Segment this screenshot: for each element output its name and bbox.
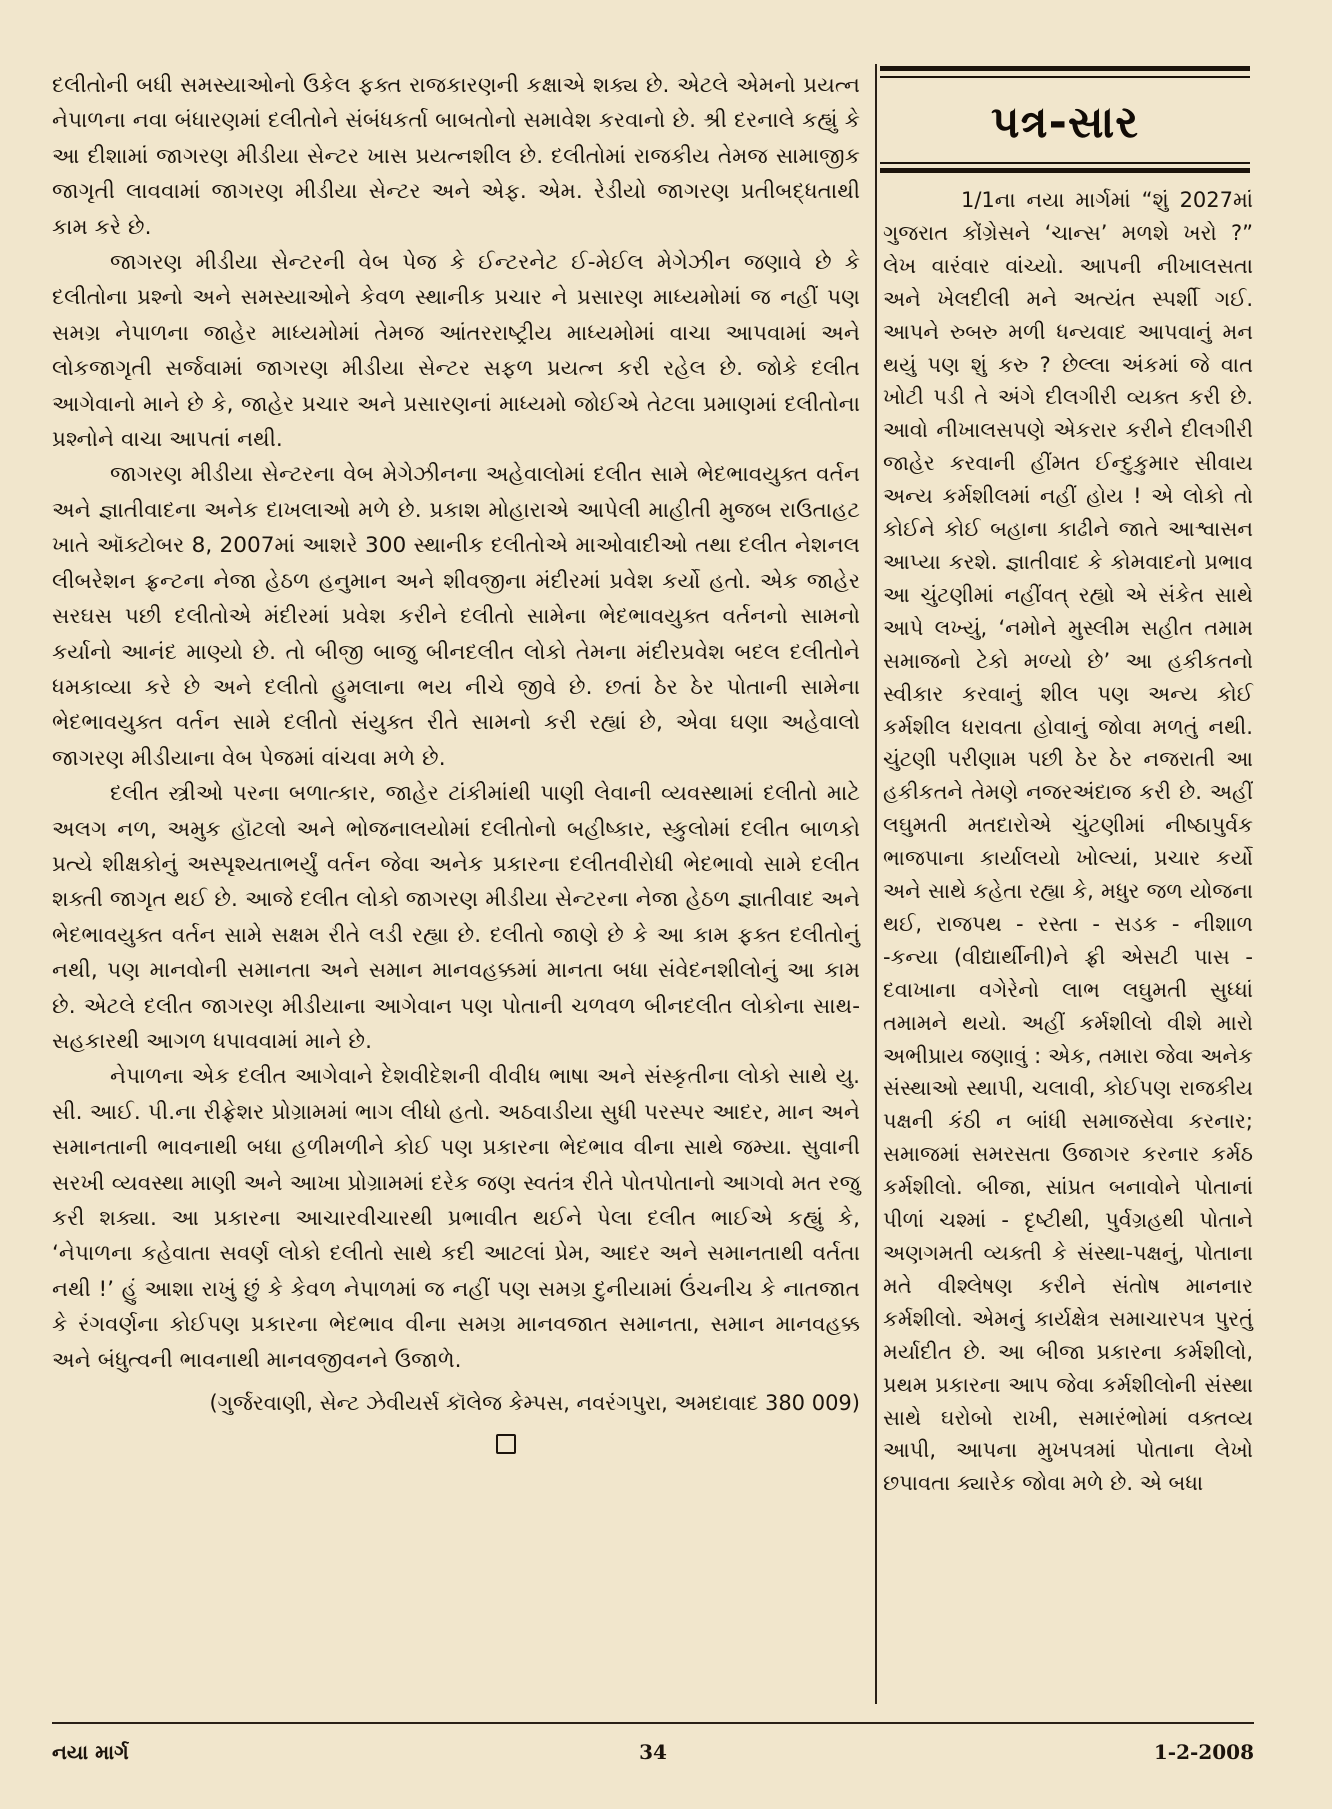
article-paragraph: દલીત સ્ત્રીઓ પરના બળાત્કાર, જાહેર ટાંકીમાંથી પાણી લેવાની વ્યવસ્થામાં દલીતો માટે અલગ નળ, અમુક હૉટલો અને ભોજનાલયોમાં દલીતોનો બહીષ્કાર, સ્કુલોમાં દલીત બાળકો પ્રત્યે શીક્ષકોનું અસ્પૃશ્યતાભર્યું વર્તન જેવા અનેક પ્રકારના દલીતવીરોધી ભેદભાવો સામે દલીત શક્તી જાગૃત થઈ છે. આજે દલીત લોકો જાગરણ મીડીયા સેન્ટરના નેજા હેઠળ જ્ઞાતીવાદ અને ભેદભાવયુક્ત વર્તન સામે સક્ષમ રીતે લડી રહ્યા છે. દલીતો જાણે છે કે આ કામ ફક્ત દલીતોનું નથી, પણ માનવોની સમાનતા અને સમાન માનવહક્કમાં માનતા બધા સંવેદનશીલોનું આ કામ છે. એટલે દલીત જાગરણ મીડીયાના આગેવાન પણ પોતાની ચળવળ બીનદલીત લોકોના સાથ-સહકારથી આગળ ધપાવવામાં માને છે.	[52, 781, 860, 1054]
sidebar-header	[880, 66, 1250, 176]
page-footer	[52, 1732, 1254, 1772]
page-number: 34	[639, 1740, 667, 1764]
article-column	[52, 68, 860, 1454]
letter-paragraph: 1/1ના નયા માર્ગમાં “શું 2027માં ગુજરાત કોંગ્રેસને ‘ચાન્સ’ મળશે ખરો ?” લેખ વારંવાર વાંચ્યો. આપની નીખાલસતા અને ખેલદીલી મને અત્યંત સ્પર્શી ગઈ. આપને રુબરુ મળી ધન્યવાદ આપવાનું મન થયું પણ શું કરુ ? છેલ્લા અંકમાં જે વાત ખોટી પડી તે અંગે દીલગીરી વ્યક્ત કરી છે. આવો નીખાલસપણે એકરાર કરીને દીલગીરી જાહેર કરવાની હીંમત ઈન્દુકુમાર સીવાય અન્ય કર્મશીલમાં નહીં હોય ! એ લોકો તો કોઈને કોઈ બહાના કાઢીને જાતે આશ્વાસન આપ્યા કરશે. જ્ઞાતીવાદ કે કોમવાદનો પ્રભાવ આ ચુંટણીમાં નહીંવત્ રહ્યો એ સંકેત સાથે આપે લખ્યું, ‘નમોને મુસ્લીમ સહીત તમામ સમાજનો ટેકો મળ્યો છે’ આ હકીકતનો સ્વીકાર કરવાનું શીલ પણ અન્ય કોઈ કર્મશીલ ધરાવતા હોવાનું જોવા મળતું નથી. ચુંટણી પરીણામ પછી ઠેર ઠેર નજરાતી આ હકીકતને તેમણે નજરઅંદાજ કરી છે. અહીં લઘુમતી મતદારોએ ચુંટણીમાં નીષ્ઠાપુર્વક ભાજપાના કાર્યાલયો ખોલ્યાં, પ્રચાર કર્યો અને સાથે કહેતા રહ્યા કે, મધુર જળ યોજના થઈ, રાજપથ - રસ્તા - સડક - નીશાળ -કન્યા (વીદ્યાર્થીની)ને ફ્રી એસટી પાસ - દવાખાના વગેરેનો લાભ લઘુમતી સુધ્ધાં તમામને થયો. અહીં કર્મશીલો વીશે મારો અભીપ્રાય જણાવું : એક, તમારા જેવા અનેક સંસ્થાઓ સ્થાપી, ચલાવી, કોઈપણ રાજકીય પક્ષની કંઠી ન બાંધી સમાજસેવા કરનાર; સમાજમાં સમરસતા ઉજાગર કરનાર કર્મઠ કર્મશીલો. બીજા, સાંપ્રત બનાવોને પોતાનાં પીળાં ચશ્માં - દૃષ્ટીથી, પુર્વગ્રહથી પોતાને અણગમતી વ્યક્તી કે સંસ્થા-પક્ષનું, પોતાના મતે વીશ્લેષણ કરીને સંતોષ માનનાર કર્મશીલો. એમનું કાર્યક્ષેત્ર સમાચારપત્ર પુરતું મર્યાદીત છે. આ બીજા પ્રકારના કર્મશીલો, પ્રથમ પ્રકારના આપ જેવા કર્મશીલોની સંસ્થા સાથે ઘરોબો રાખી, સમારંભોમાં વક્તવ્ય આપી, આપના મુખપત્રમાં પોતાના લેખો છપાવતા ક્યારેક જોવા મળે છે. એ બધા	[883, 188, 1253, 1496]
sidebar-title: પત્ર-સાર	[990, 97, 1140, 148]
header-rule	[880, 162, 1250, 164]
article-source: (ગુર્જરવાણી, સેન્ટ ઝેવીયર્સ કૉલેજ કેમ્પસ, નવરંગપુરા, અમદાવાદ 380 009)	[209, 1391, 860, 1416]
header-rule	[880, 168, 1250, 173]
letters-column	[883, 184, 1253, 1500]
end-of-article-square-icon	[496, 1434, 516, 1454]
issue-date: 1-2-2008	[1153, 1740, 1254, 1764]
header-rule	[880, 76, 1250, 78]
article-paragraph: જાગરણ મીડીયા સેન્ટરની વેબ પેજ કે ઈન્ટરનેટ ઈ-મેઈલ મેગેઝીન જણાવે છે કે દલીતોના પ્રશ્નો અને સમસ્યાઓને કેવળ સ્થાનીક પ્રચાર ને પ્રસારણ માધ્યમોમાં જ નહીં પણ સમગ્ર નેપાળના જાહેર માધ્યમોમાં તેમજ આંતરરાષ્ટ્રીય માધ્યમોમાં વાચા આપવામાં અને લોકજાગૃતી સર્જવામાં જાગરણ મીડીયા સેન્ટર સફળ પ્રયત્ન કરી રહેલ છે. જોકે દલીત આગેવાનો માને છે કે, જાહેર પ્રચાર અને પ્રસારણનાં માધ્યમો જોઈએ તેટલા પ્રમાણમાં દલીતોના પ્રશ્નોને વાચા આપતાં નથી.	[52, 250, 860, 453]
article-paragraph: નેપાળના એક દલીત આગેવાને દેશવીદેશની વીવીધ ભાષા અને સંસ્કૃતીના લોકો સાથે યુ. સી. આઈ. પી.ના રીફ્રેશર પ્રોગ્રામમાં ભાગ લીધો હતો. અઠવાડીયા સુધી પરસ્પર આદર, માન અને સમાનતાની ભાવનાથી બધા હળીમળીને કોઈ પણ પ્રકારના ભેદભાવ વીના સાથે જમ્યા. સુવાની સરખી વ્યવસ્થા માણી અને આખા પ્રોગ્રામમાં દરેક જણ સ્વતંત્ર રીતે પોતપોતાનો આગવો મત રજુ કરી શક્યા. આ પ્રકારના આચારવીચારથી પ્રભાવીત થઈને પેલા દલીત ભાઈએ કહ્યું કે, ‘નેપાળના કહેવાતા સવર્ણ લોકો દલીતો સાથે કદી આટલાં પ્રેમ, આદર અને સમાનતાથી વર્તતા નથી !’ હું આશા રાખું છું કે કેવળ નેપાળમાં જ નહીં પણ સમગ્ર દુનીયામાં ઉંચનીચ કે નાતજાત કે રંગવર્ણના કોઈપણ પ્રકારના ભેદભાવ વીના સમગ્ર માનવજાત સમાનતા, સમાન માનવહક્ક અને બંધુત્વની ભાવનાથી માનવજીવનને ઉજાળે.	[52, 1064, 860, 1373]
article-paragraph: જાગરણ મીડીયા સેન્ટરના વેબ મેગેઝીનના અહેવાલોમાં દલીત સામે ભેદભાવયુક્ત વર્તન અને જ્ઞાતીવાદના અનેક દાખલાઓ મળે છે. પ્રકાશ મોહારાએ આપેલી માહીતી મુજબ રાઉતાહટ ખાતે ઑક્ટોબર 8, 2007માં આશરે 300 સ્થાનીક દલીતોએ માઓવાદીઓ તથા દલીત નેશનલ લીબરેશન ફ્રન્ટના નેજા હેઠળ હનુમાન અને શીવજીના મંદીરમાં પ્રવેશ કર્યો હતો. એક જાહેર સરઘસ પછી દલીતોએ મંદીરમાં પ્રવેશ કરીને દલીતો સામેના ભેદભાવયુક્ત વર્તનનો સામનો કર્યાનો આનંદ માણ્યો છે. તો બીજી બાજુ બીનદલીત લોકો તેમના મંદીરપ્રવેશ બદલ દલીતોને ધમકાવ્યા કરે છે અને દલીતો હુમલાના ભય નીચે જીવે છે. છતાં ઠેર ઠેર પોતાની સામેના ભેદભાવયુક્ત વર્તન સામે દલીતો સંયુક્ત રીતે સામનો કરી રહ્યાં છે, એવા ઘણા અહેવાલો જાગરણ મીડીયાના વેબ પેજમાં વાંચવા મળે છે.	[52, 462, 860, 771]
footer-rule	[52, 1722, 1254, 1724]
header-rule	[880, 66, 1250, 71]
column-divider	[875, 64, 877, 1704]
article-paragraph: દલીતોની બધી સમસ્યાઓનો ઉકેલ ફક્ત રાજકારણની કક્ષાએ શક્ય છે. એટલે એમનો પ્રયત્ન નેપાળના નવા બંધારણમાં દલીતોને સંબંધકર્તા બાબતોનો સમાવેશ કરવાનો છે. શ્રી દરનાલે કહ્યું કે આ દીશામાં જાગરણ મીડીયા સેન્ટર ખાસ પ્રયત્નશીલ છે. દલીતોમાં રાજકીય તેમજ સામાજીક જાગૃતી લાવવામાં જાગરણ મીડીયા સેન્ટર અને એફ. એમ. રેડીયો જાગરણ પ્રતીબદ્ધતાથી કામ કરે છે.	[52, 73, 860, 240]
publication-name: નયા માર્ગ	[52, 1740, 129, 1764]
